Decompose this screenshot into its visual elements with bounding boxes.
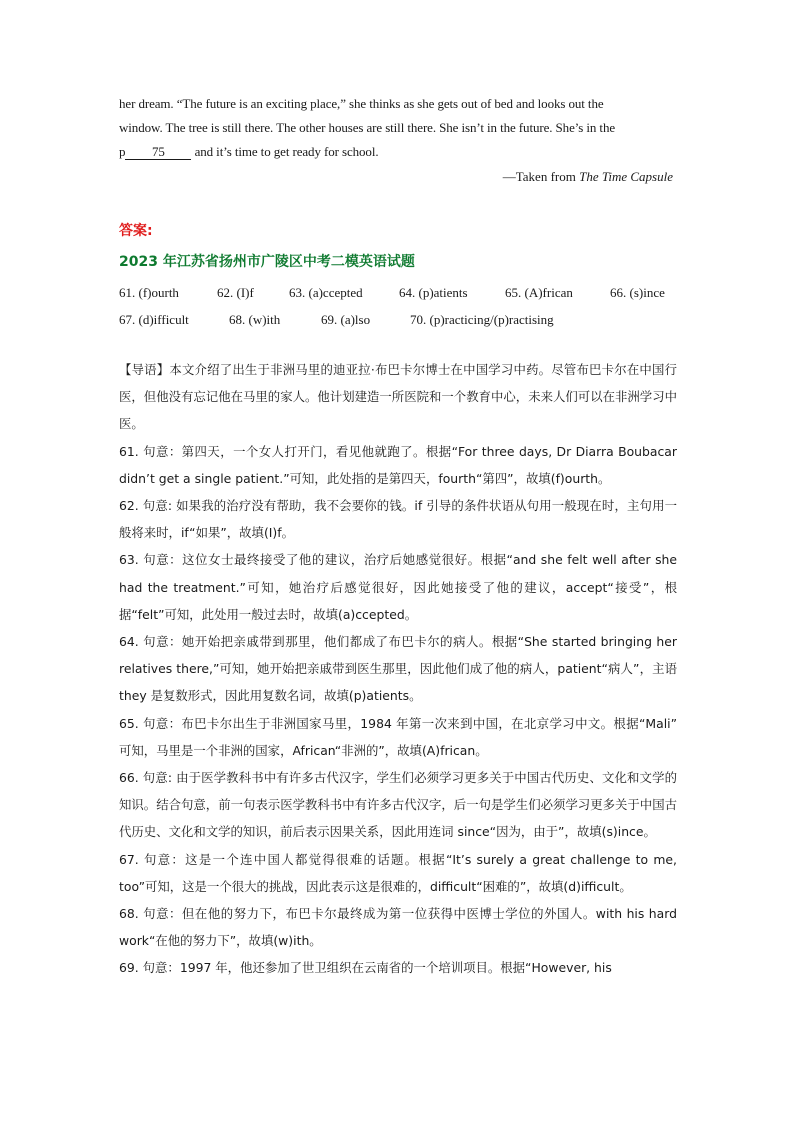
explanation-intro: 【导语】本文介绍了出生于非洲马里的迪亚拉·布巴卡尔博士在中国学习中药。尽管布巴卡尔在中国行医，但他没有忘记他在马里的家人。他计划建造一所医院和一个教育中心，未来人们可以在非洲学习中医。 bbox=[119, 362, 677, 432]
answer-64: 64. (p)atients bbox=[399, 285, 468, 300]
blank-75: 75 bbox=[125, 145, 191, 160]
passage-line-2: window. The tree is still there. The other houses are still there. She isn’t in the future. She’s in the bbox=[119, 120, 616, 135]
explanation-67: 67. 句意：这是一个连中国人都觉得很难的话题。根据“It’s surely a great challenge to me, too”可知，这是一个很大的挑战，因此表示这是很难的，difficult“困难的”，故填(d)ifficult。 bbox=[119, 851, 677, 894]
answer-63: 63. (a)ccepted bbox=[289, 285, 363, 300]
exam-title: 2023 年江苏省扬州市广陵区中考二模英语试题 bbox=[119, 254, 415, 270]
source-prefix: —Taken from bbox=[502, 169, 580, 184]
explanation-63: 63. 句意：这位女士最终接受了他的建议，治疗后她感觉很好。根据“and she felt well after she had the treatment.”可知，她治疗后感觉很好，因此她接受了他的建议，accept“接受”，根据“felt”可知，此处用一般过去时，故填(a)ccepted。 bbox=[119, 552, 677, 622]
answer-65: 65. (A)frican bbox=[505, 285, 573, 300]
passage-line-3 bbox=[119, 140, 679, 164]
explanation-66: 66. 句意: 由于医学教科书中有许多古代汉字，学生们必须学习更多关于中国古代历史、文化和文学的知识。结合句意，前一句表示医学教科书中有许多古代汉字，后一句是学生们必须学习更多关于中国古代历史、文化和文学的知识，前后表示因果关系，因此用连词 since“因为，由于”，故填(s)ince。 bbox=[119, 770, 677, 840]
passage-line-3-text: and it’s time to get ready for school. bbox=[194, 144, 379, 159]
source-title: The Time Capsule bbox=[579, 169, 673, 184]
explanation-block bbox=[119, 356, 677, 982]
source-credit bbox=[503, 165, 673, 189]
explanation-62: 62. 句意: 如果我的治疗没有帮助，我不会要你的钱。if 引导的条件状语从句用一般现在时，主句用一般将来时，if“如果”，故填(I)f。 bbox=[119, 498, 677, 541]
passage-line-1: her dream. “The future is an exciting place,” she thinks as she gets out of bed and looks out the bbox=[119, 96, 604, 111]
answer-68: 68. (w)ith bbox=[229, 312, 281, 327]
explanation-69: 69. 句意：1997 年，他还参加了世卫组织在云南省的一个培训项目。根据“However, his bbox=[119, 960, 612, 976]
answer-67: 67. (d)ifficult bbox=[119, 312, 189, 327]
answer-66: 66. (s)ince bbox=[610, 285, 665, 300]
answer-69: 69. (a)lso bbox=[321, 312, 371, 327]
answer-62: 62. (I)f bbox=[217, 285, 254, 300]
explanation-61: 61. 句意：第四天，一个女人打开门，看见他就跑了。根据“For three days, Dr Diarra Boubacar didn’t get a single patient.”可知，此处指的是第四天，fourth“第四”，故填(f)ourth。 bbox=[119, 443, 677, 486]
explanation-65: 65. 句意：布巴卡尔出生于非洲国家马里，1984 年第一次来到中国，在北京学习中文。根据“Mali” 可知，马里是一个非洲的国家，African“非洲的”，故填(A)frican。 bbox=[119, 715, 677, 758]
blank-prefix: p bbox=[119, 144, 126, 159]
explanation-64: 64. 句意：她开始把亲戚带到那里，他们都成了布巴卡尔的病人。根据“She started bringing her relatives there,”可知，她开始把亲戚带到医生那里，因此他们成了他的病人，patient“病人”，主语 they 是复数形式，因此用复数名词，故填(p)atients。 bbox=[119, 634, 677, 704]
answer-heading: 答案: bbox=[119, 223, 153, 239]
explanation-68: 68. 句意：但在他的努力下，布巴卡尔最终成为第一位获得中医博士学位的外国人。with his hard work“在他的努力下”，故填(w)ith。 bbox=[119, 906, 677, 949]
answer-70: 70. (p)racticing/(p)ractising bbox=[410, 312, 554, 327]
answer-61: 61. (f)ourth bbox=[119, 285, 179, 300]
